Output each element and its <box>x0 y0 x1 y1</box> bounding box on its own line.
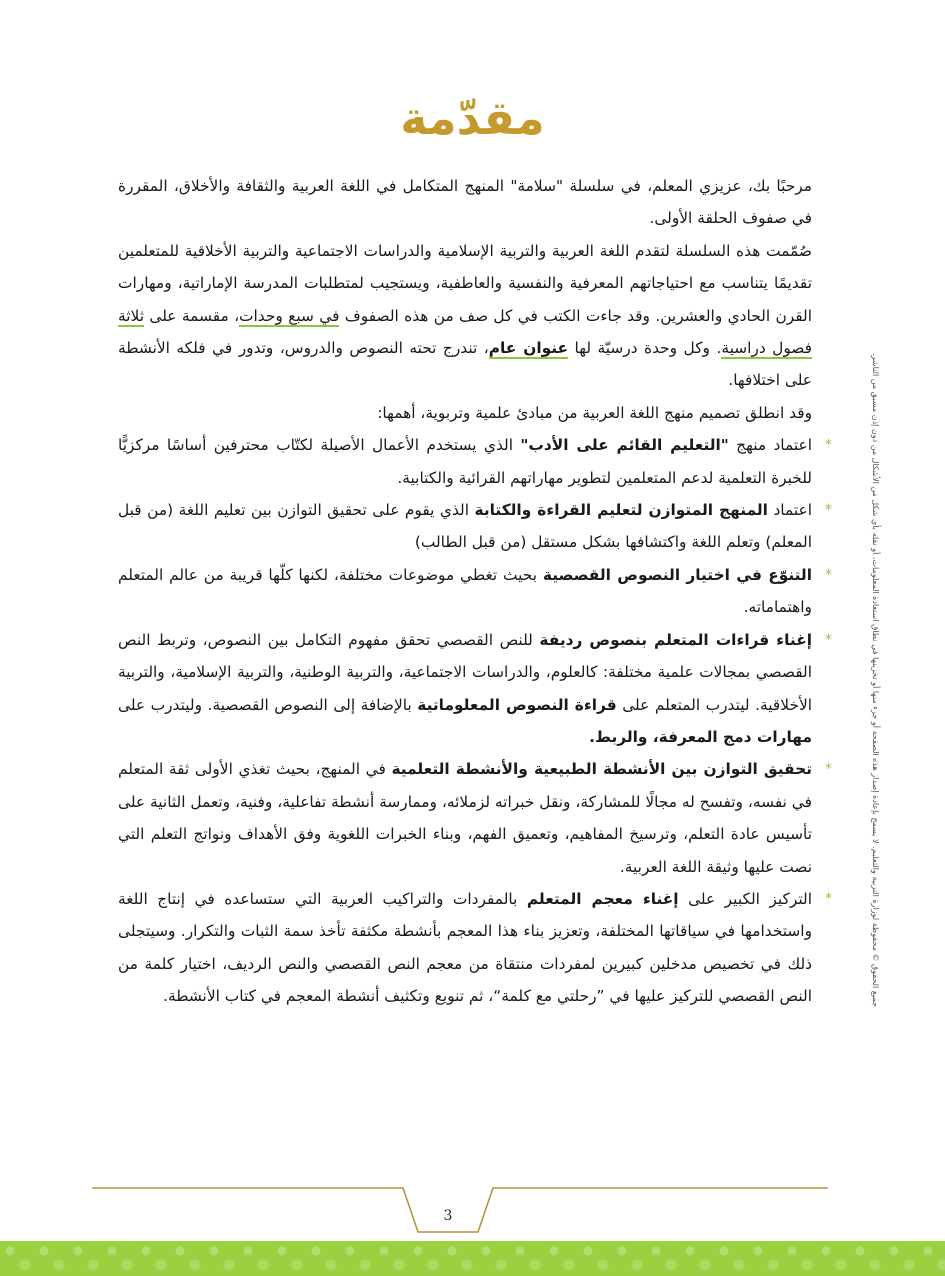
star-bullet-icon: * <box>825 631 832 648</box>
list-item <box>118 494 832 559</box>
list-item <box>118 624 832 754</box>
bullet-rest: الذي يستخدم الأعمال الأصيلة لكتّاب محترفين أساسًا مركزيًّا للخبرة التعلمية لدعم المتعلمين لتطوير مهاراتهم القرائية والكتابية. <box>118 436 812 487</box>
bullet-lead: اعتماد منهج <box>728 436 812 455</box>
bullet-rest-2: بالإضافة إلى النصوص القصصية. وليتدرب على <box>118 695 418 714</box>
principles-list <box>118 429 832 1012</box>
intro-paragraph-1: مرحبًا بك، عزيزي المعلم، في سلسلة "سلامة" المنهج المتكامل في اللغة العربية والثقافة والأخلاق، المقررة في صفوف الحلقة الأولى. <box>118 177 812 228</box>
intro-p2-text-d: ، تندرج تحته النصوص والدروس، وتدور في فلكه الأنشطة على اختلافها. <box>118 339 812 390</box>
list-item <box>118 883 832 1013</box>
bullet-rest: بالمفردات والتراكيب العربية التي ستساعده في إنتاج اللغة واستخدامها في سياقاتها المختلفة، وتعزيز بناء هذا المعجم بأنشطة مكثفة تأخذ سمة الثبات والتكرار. وسيتجلى ذلك في تخصيص مدخلين كبيرين لمفردات منتقاة من معجم النص القصصي والنص الرديف، اختيار كلمة من النص القصصي للتركيز عليها في ”رحلتي مع كلمة“، ثم تنويع وتكثيف أنشطة المعجم في كتاب الأنشطة. <box>118 889 812 1006</box>
bullet-lead: التركيز الكبير على <box>678 889 812 908</box>
star-bullet-icon: * <box>825 890 832 907</box>
bullet-rest: للنص القصصي تحقق مفهوم التكامل بين النصوص، وتربط النص القصصي بمجالات علمية مختلفة: كالعلوم، والدراسات الاجتماعية، والتربية الوطنية، والتربية الإسلامية، والتربية الأخلاقية. ليتدرب المتعلم على <box>118 630 813 714</box>
highlight-three-semesters: ثلاثة فصول دراسية <box>118 306 812 358</box>
band-pattern <box>0 1241 945 1276</box>
copyright-side-note <box>868 300 882 1060</box>
intro-paragraph-3: وقد انطلق تصميم منهج اللغة العربية من مبادئ علمية وتربوية، أهمها: <box>377 403 812 422</box>
star-bullet-icon: * <box>825 566 832 583</box>
list-item <box>118 753 832 883</box>
page-title: مقدّمة <box>400 91 545 145</box>
highlight-seven-units: في سبع وحدات <box>239 306 340 325</box>
star-bullet-icon: * <box>825 502 832 519</box>
bullet-bold: إغناء قراءات المتعلم بنصوص رديفة <box>539 630 812 649</box>
bullet-rest: الذي يقوم على تحقيق التوازن بين تعليم اللغة (من قبل المعلم) وتعلم اللغة واكتشافها بشكل مستقل (من قبل الطالب) <box>118 501 812 552</box>
bottom-decorative-band <box>0 1241 945 1276</box>
intro-p2-text-a: صُمّمت هذه السلسلة لتقدم اللغة العربية والتربية الإسلامية والدراسات الاجتماعية والتربية الأخلاقية للمتعلمين تقديمًا يتناسب مع احتياجاتهم المعرفية والنفسية والعاطفية، ويستجيب لمتطلبات المدرسة الإماراتية، ومهارات القرن الحادي والعشرين. وقد جاءت الكتب في كل صف من هذه الصفوف <box>118 241 812 325</box>
bullet-lead: اعتماد <box>767 501 812 520</box>
bullet-bold: المنهج المتوازن لتعليم القراءة والكتابة <box>474 501 768 520</box>
bullet-bold-2: قراءة النصوص المعلوماتية <box>417 695 617 714</box>
list-item <box>118 429 832 494</box>
highlight-general-title: عنوان عام <box>488 339 569 358</box>
bullet-bold: التنوّع في اختيار النصوص القصصية <box>542 565 812 584</box>
bullet-rest: بحيث تغطي موضوعات مختلفة، لكنها كلّها قريبة من عالم المتعلم واهتماماته. <box>118 565 812 617</box>
bullet-bold: "التعليم القائم على الأدب" <box>520 436 729 455</box>
intro-paragraph-2 <box>118 235 812 397</box>
copyright-text: جميع الحقوق © محفوظة لوزارة التربية والتعليم. لا يسمح بإعادة إصدار هذه الصفحة أو جزء منها أو تخزينها في نطاق استعادة المعلومات، أو نقله بأي شكل من الأشكال من دون إذن مسبق من الناشر. <box>871 353 880 1007</box>
intro-p2-text-c: . وكل وحدة درسيّة لها <box>568 339 722 358</box>
bullet-bold: تحقيق التوازن بين الأنشطة الطبيعية والأنشطة التعلمية <box>391 760 812 779</box>
bullet-bold: إغناء معجم المتعلم <box>526 889 679 908</box>
star-bullet-icon: * <box>825 437 832 454</box>
bullet-bold-3: مهارات دمج المعرفة، والربط. <box>589 727 812 746</box>
intro-content <box>118 170 832 1013</box>
intro-p2-text-b: ، مقسمة على <box>144 306 240 325</box>
page-number: 3 <box>443 1208 453 1224</box>
bullet-rest: في المنهج، بحيث تغذي الأولى ثقة المتعلم في نفسه، وتفسح له مجالًا للمشاركة، ونقل خبراته لزملائه، وممارسة أنشطة تفاعلية، وفنية، وتعمل الثانية على تأسيس عادة التعلم، وترسيخ المفاهيم، وتعميق الفهم، وبناء الخبرات اللغوية وفق الأهداف ونواتج التعلم التي نصت عليها وثيقة اللغة العربية. <box>118 760 812 876</box>
star-bullet-icon: * <box>825 761 832 778</box>
list-item <box>118 559 832 624</box>
